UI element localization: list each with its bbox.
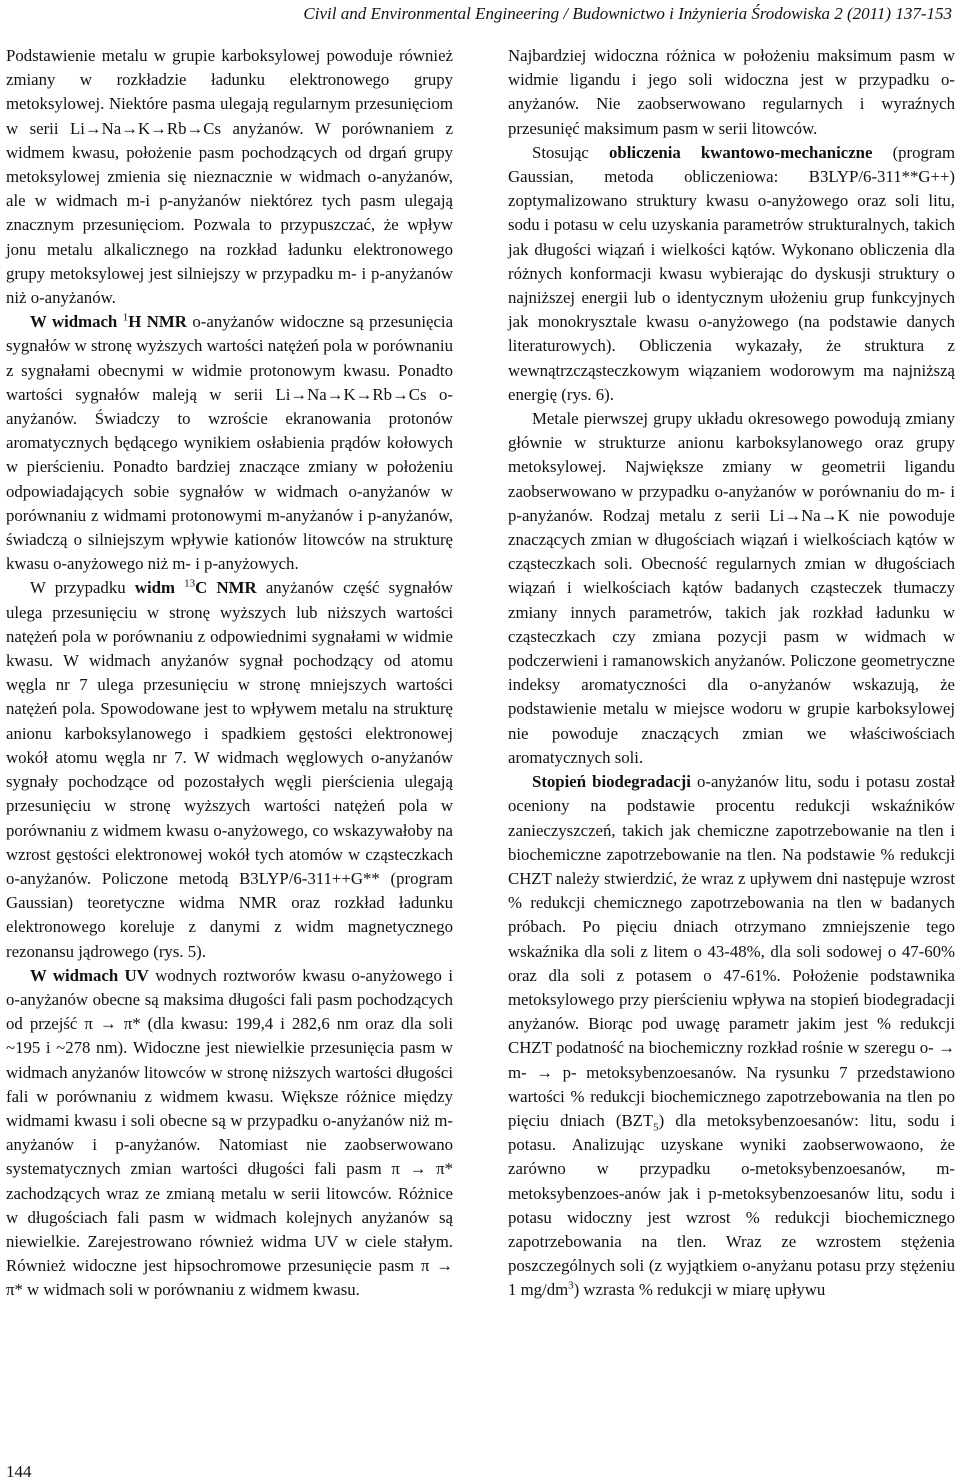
heading-inline-widm: widm [134,578,185,598]
paragraph-1h-nmr [6,310,453,576]
subscript-5: 5 [653,1121,659,1134]
heading-inline-c-nmr: C NMR [195,578,257,598]
paragraph-quantum-text: (program Gaussian, metoda obliczeniowa: B3LYP/6-311**G++) zoptymalizowano struktury kwasu o-anyżowego oraz soli litu, sodu i potasu w celu uzyskania parametrów strukturalnych, takich jak długości wiązań i wielkości kątów. Wykonano obliczenia dla różnych konformacji kwasu wybierając do dyskusji struktury o najniższej energii lub o identycznym ułożeniu grup funkcyjnych jak monokrysztale kwasu o-anyżowego (na podstawie danych literaturowych). Obliczenia wykazały, że struktura z wewnątrzcząsteczkowym wiązaniem wodorowym ma najniższą energię (rys. 6). [508,142,956,404]
left-column [6,44,453,1303]
paragraph-uv [6,964,453,1303]
paragraph-biodegradation [508,770,955,1302]
paragraph-ir-methoxy: Podstawienie metalu w grupie karboksylowej powoduje również zmiany w rozkładzie ładunku elektronowego grupy metoksylowej. Niektóre pasma ulegają regularnym przesunięciom w serii Li→Na→K→Rb→Cs anyżanów. W porównaniem z widmem kwasu, położenie pasm pochodzących od drgań grupy metoksylowej zmienia się nieznacznie w widmach o-anyżanów, ale w widmach m-i p-anyżanów niektórez tych pasm ulegają znacznym przesunięciom. Pozwala to przypuszczać, że wpływ jonu metalu alkalicznego na rozkład ładunku elektronowego grupy metoksylowej jest silniejszy w przypadku m- i p-anyżanów niż o-anyżanów. [6,46,453,308]
superscript-13: 13 [184,577,196,590]
paragraph-biodegradation-c: ) wzrasta % redukcji w miarę upływu [573,1280,826,1300]
heading-inline-h-nmr: H NMR [128,312,187,332]
paragraph-uv-text: wodnych roztworów kwasu o-anyżowego i o-anyżanów obecne są maksima długości fali pasm pochodzących od przejść π → π* (dla kwasu: 199,4 i 282,6 nm oraz dla soli ~195 i ~278 nm). Widoczne jest niewielkie przesunięcia pasm w widmach anyżanów litowców w stronę niższych wartości długości fali w porównaniu z widmem kwasu. Większe różnice między widmami kwasu i soli obecne są w przypadku o-anyżanów niż m-anyżanów i p-anyżanów. Natomiast nie zaobserwowano systematycznych zmian wartości długości fali pasm π → π* zachodzących wraz ze zmianą metalu w serii litowców. Różnice w długościach fali pasm w widmach kolejnych anyżanów są niewielkie. Zarejestrowano również widma UV w ciele stałym. Również widoczne jest hipsochromowe przesunięcie pasm π → π* w widmach soli w porównaniu z widmem kwasu. [6,965,453,1300]
page-number: 144 [6,1462,32,1481]
paragraph-biodegradation-b: ) dla metoksybenzoesanów: litu, sodu i potasu. Analizując uzyskane wyniki zaobserwowaono, że zarówno w przypadku o-metoksybenzoesanów, m-metoksybenzoes-anów jak i p-metoksybenzoesanów litu, sodu i potasu widoczny jest wzrost % redukcji biochemicznego zapotrzebowania na tlen. Wraz ze wzrostem stężenia poszczególnych soli (z wyjątkiem o-anyżanu potasu przy stężeniu 1 mg/dm [508,1110,955,1300]
heading-inline-biodegradation: Stopień biodegradacji [532,772,691,792]
paragraph-13c-nmr [6,576,453,963]
paragraph-metals: Metale pierwszej grupy układu okresowego powodują zmiany głównie w strukturze anionu karboksylanowego oraz grupy metoksylowej. Największe zmiany w geometrii ligandu zaobserwowano w przypadku o-anyżanów w porównaniu do m- i p-anyżanów. Rodzaj metalu z serii Li→Na→K nie powoduje znaczących zmian w długościach wiązań i wielkościach kątów w cząsteczkach soli. Obecność regularnych zmian w długościach wiązań i wielkościach kątów badanych cząsteczek tłumaczy zmiany innych parametrów, takich jak rozkład ładunku w cząsteczkach czy zmiana pozycji pasm w widmach w podczerwieni i ramanowskich anyżanów. Policzone geometryczne indeksy aromatyczności dla o-anyżanów wskazują, że podstawienie metalu w miejsce wodoru w grupie karboksylowej nie powoduje znaczących zmian we właściwościach aromatycznych soli. [508,409,955,767]
heading-inline-uv: W widmach UV [30,965,149,985]
journal-header: Civil and Environmental Engineering / Budownictwo i Inżynieria Środowiska 2 (2011) 137-153 [303,4,952,23]
paragraph-quantum [508,141,955,407]
paragraph-1h-nmr-text: o-anyżanów widoczne są przesunięcia sygnałów w stronę wyższych wartości natężeń pola w porównaniu z sygnałami obecnymi w widmie protonowym kwasu. Ponadto wartości sygnałów maleją w serii Li→Na→K→Rb→Cs o-anyżanów. Świadczy to wzroście ekranowania protonów aromatycznych będącego wynikiem osłabienia prądów kołowych w pierścieniu. Ponadto bardziej znaczące zmiany w położeniu odpowiadających sobie sygnałów w widmach o-anyżanów w porównaniu z widmami protonowymi m-anyżanów i p-anyżanów, świadczą o silniejszym wpływie kationów litowców na strukturę kwasu o-anyżowego niż m- i p-anyżowych. [6,312,454,574]
paragraph-13c-lead: W przypadku [30,578,135,598]
paragraph-biodegradation-a: o-anyżanów litu, sodu i potasu został oceniony na podstawie procentu redukcji wskaźników zanieczyszczeń, takich jak chemiczne zapotrzebowanie na tlen i biochemiczne zapotrzebowanie na tlen. Na podstawie % redukcji CHZT należy stwierdzić, że wraz z upływem dni następuje wzrost % redukcji chemicznego zapotrzebowania na tlen w badanych próbach. Po pięciu dniach otrzymano zmniejszenie tego wskaźnika dla soli z litem o 43-48%, dla soli sodowej o 47-60% oraz dla soli z potasem o 47-61%. Położenie podstawnika metoksylowego przy pierścieniu wpływa na stopień biodegradacji anyżanów. Biorąc pod uwagę parametr jakim jest % redukcji CHZT podatność na biochemiczny rozkład rośnie w szeregu o- → m- → p- metoksybenzoesanów. Na rysunku 7 przedstawiono wartości % redukcji biochemicznego zapotrzebowania na tlen po pięciu dniach (BZT [508,772,955,1130]
superscript-1: 1 [122,311,129,324]
paragraph-quantum-lead: Stosując [532,142,609,162]
paragraph-uv-maxima: Najbardziej widoczna różnica w położeniu maksimum pasm w widmie ligandu i jego soli widoczna jest w przypadku o-anyżanów. Nie zaobserwowano regularnych i wyraźnych przesunięć maksimum pasm w serii litowców. [508,46,955,138]
right-column [508,44,955,1303]
heading-inline-1h: W widmach [30,312,123,332]
superscript-3: 3 [568,1279,574,1292]
paragraph-13c-nmr-text: anyżanów część sygnałów ulega przesunięciu w stronę wyższych lub niższych wartości natężeń pola w porównaniu z odpowiednimi sygnałami w widmie kwasu. W widmach anyżanów sygnał pochodzący od atomu węgla nr 7 ulega przesunięciu w stronę mniejszych wartości natężeń pola. Spowodowane jest to wpływem metalu na strukturę anionu karboksylanowego i spadkiem gęstości elektronowej wokół atomu węgla nr 7. W widmach węglowych o-anyżanów sygnały pochodzące od pozostałych węgli pierścienia ulegają przesunięciu w stronę wyższych wartości natężeń pola w porównaniu z widmem kwasu o-anyżowego, co wskazywałoby na wzrost gęstości elektronowej wokół tych atomów w cząsteczkach o-anyżanów. Policzone metodą B3LYP/6-311++G** (program Gaussian) teoretyczne widma NMR oraz rozkład ładunku elektronowego koreluje z danymi z widm magnetycznego rezonansu jądrowego (rys. 5). [6,578,453,961]
heading-inline-quantum: obliczenia kwantowo-mechaniczne [609,142,873,162]
